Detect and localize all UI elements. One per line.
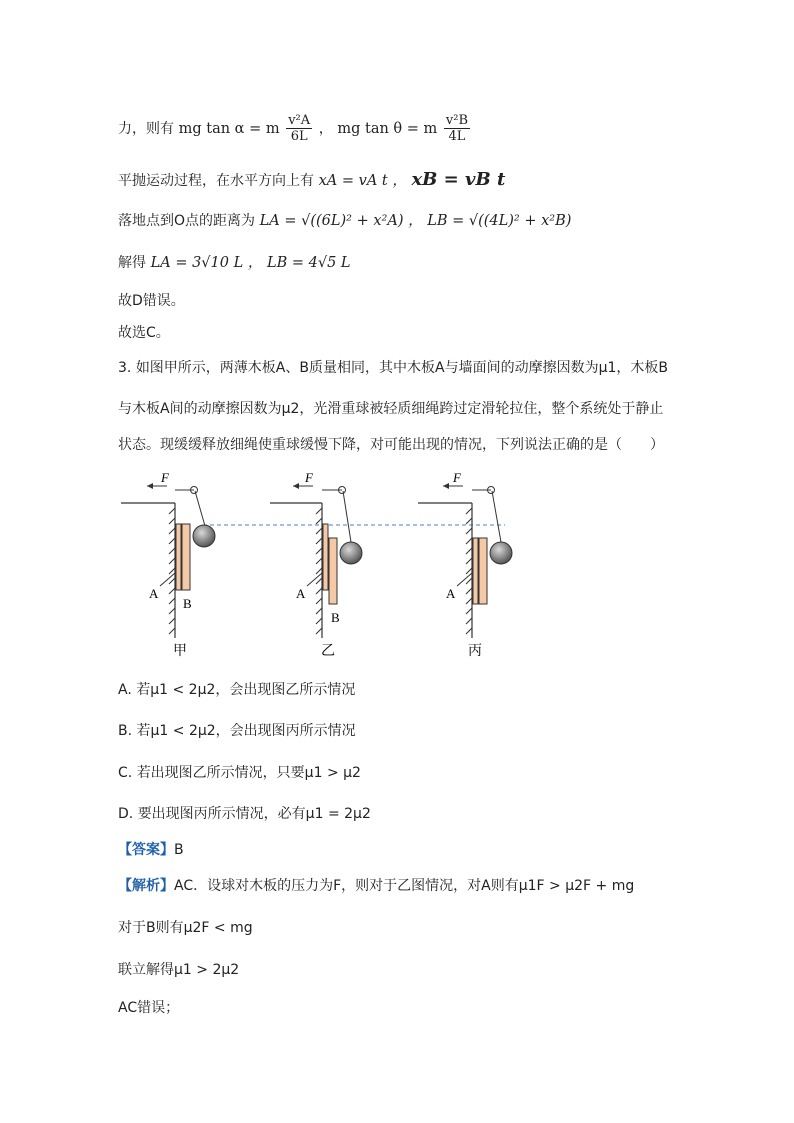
sol4-text: 解得 [118, 255, 146, 271]
sol3-text: 落地点到O点的距离为 [118, 213, 256, 229]
analysis-line-4: AC错误； [118, 1000, 180, 1016]
sol2-text: 平抛运动过程，在水平方向上有 [118, 173, 314, 189]
analysis-line-3: 联立解得μ1 > 2μ2 [118, 962, 240, 978]
option-a [118, 680, 355, 700]
fraction-a-num: v²A [288, 113, 311, 128]
answer-label: 【答案】 [118, 842, 174, 858]
question-line-3: 状态。现缓缓释放细绳使重球缓慢下降，对可能出现的情况，下列说法正确的是（ ） [118, 437, 664, 453]
sol2-eq1: xA = vA t ， [318, 173, 407, 189]
caption-yi: 乙 [321, 644, 335, 659]
option-a-letter: A. [118, 682, 132, 698]
option-c-letter: C. [118, 765, 133, 781]
label-b-jia: B [183, 596, 192, 611]
force-label-bing: F [453, 470, 461, 485]
option-d-letter: D. [118, 806, 134, 822]
label-a-jia: A [149, 586, 159, 601]
sol4-eq1: LA = 3√10 L ， [150, 255, 263, 271]
sol3-eq1: LA = √((6L)² + x²A) ， [259, 213, 423, 229]
fraction-a [286, 113, 312, 145]
ball-yi [340, 542, 362, 564]
solution-line-6: 故选C。 [118, 325, 170, 341]
option-a-text: 若μ1 < 2μ2，会出现图乙所示情况 [136, 682, 356, 698]
force-label-jia: F [161, 470, 169, 485]
eq-left-a: mg tan α = m [178, 121, 280, 137]
force-label-yi: F [305, 470, 313, 485]
option-b-letter: B. [118, 723, 133, 739]
analysis-line-2: 对于B则有μ2F < mg [118, 920, 253, 936]
fraction-b [444, 113, 470, 145]
option-b [118, 721, 356, 741]
fraction-a-den: 6L [290, 129, 308, 144]
board-b-jia [182, 524, 190, 590]
board-a-yi [323, 524, 328, 590]
label-a-yi: A [296, 586, 306, 601]
board-a-jia [176, 524, 181, 590]
sol3-eq2: LB = √((4L)² + x²B) [427, 213, 572, 229]
board-a-bing [473, 538, 478, 604]
board-b-bing [479, 538, 487, 604]
solution-line-3 [118, 211, 571, 231]
sol2-eq2: xB = vB t [411, 169, 506, 190]
solution-line-1 [118, 113, 472, 145]
option-c-text: 若出现图乙所示情况，只要μ1 > μ2 [136, 765, 361, 781]
question-line-2: 与木板A间的动摩擦因数为μ2，光滑重球被轻质细绳跨过定滑轮拉住，整个系统处于静止 [118, 401, 664, 417]
solution-line-5: 故D错误。 [118, 293, 185, 309]
option-d [118, 804, 371, 824]
label-b-yi: B [331, 610, 340, 625]
option-c [118, 763, 361, 783]
answer-line [118, 840, 184, 860]
fraction-b-den: 4L [448, 129, 466, 144]
board-b-yi [329, 538, 337, 604]
analysis-text-1: AC．设球对木板的压力为F，则对于乙图情况，对A则有μ1F > μ2F + mg [174, 878, 635, 894]
label-a-bing: A [446, 586, 456, 601]
caption-jia: 甲 [173, 644, 187, 659]
solution-line-4 [118, 253, 351, 273]
caption-bing: 丙 [468, 644, 482, 659]
figure-yi [270, 470, 362, 659]
fraction-b-num: v²B [445, 113, 469, 128]
question-text-1: 如图甲所示，两薄木板A、B质量相同，其中木板A与墙面间的动摩擦因数为μ1，木板B [135, 360, 668, 376]
separator: ， [318, 121, 333, 137]
eq-left-b: mg tan θ = m [337, 121, 438, 137]
analysis-line-1 [118, 876, 634, 896]
figure-bing [418, 470, 512, 659]
option-b-text: 若μ1 < 2μ2，会出现图丙所示情况 [136, 723, 356, 739]
option-d-text: 要出现图丙所示情况，必有μ1 = 2μ2 [137, 806, 371, 822]
question-line-1 [118, 358, 668, 378]
analysis-label: 【解析】 [118, 878, 174, 894]
figure-jia [121, 470, 215, 659]
question-number: 3. [118, 360, 132, 376]
ball-bing [490, 542, 512, 564]
answer-value: B [174, 842, 184, 858]
sol4-eq2: LB = 4√5 L [266, 255, 351, 271]
ball-jia [193, 525, 215, 547]
physics-figure [115, 468, 535, 663]
solution-line-2 [118, 170, 505, 191]
sol1-prefix: 力，则有 [118, 121, 174, 137]
